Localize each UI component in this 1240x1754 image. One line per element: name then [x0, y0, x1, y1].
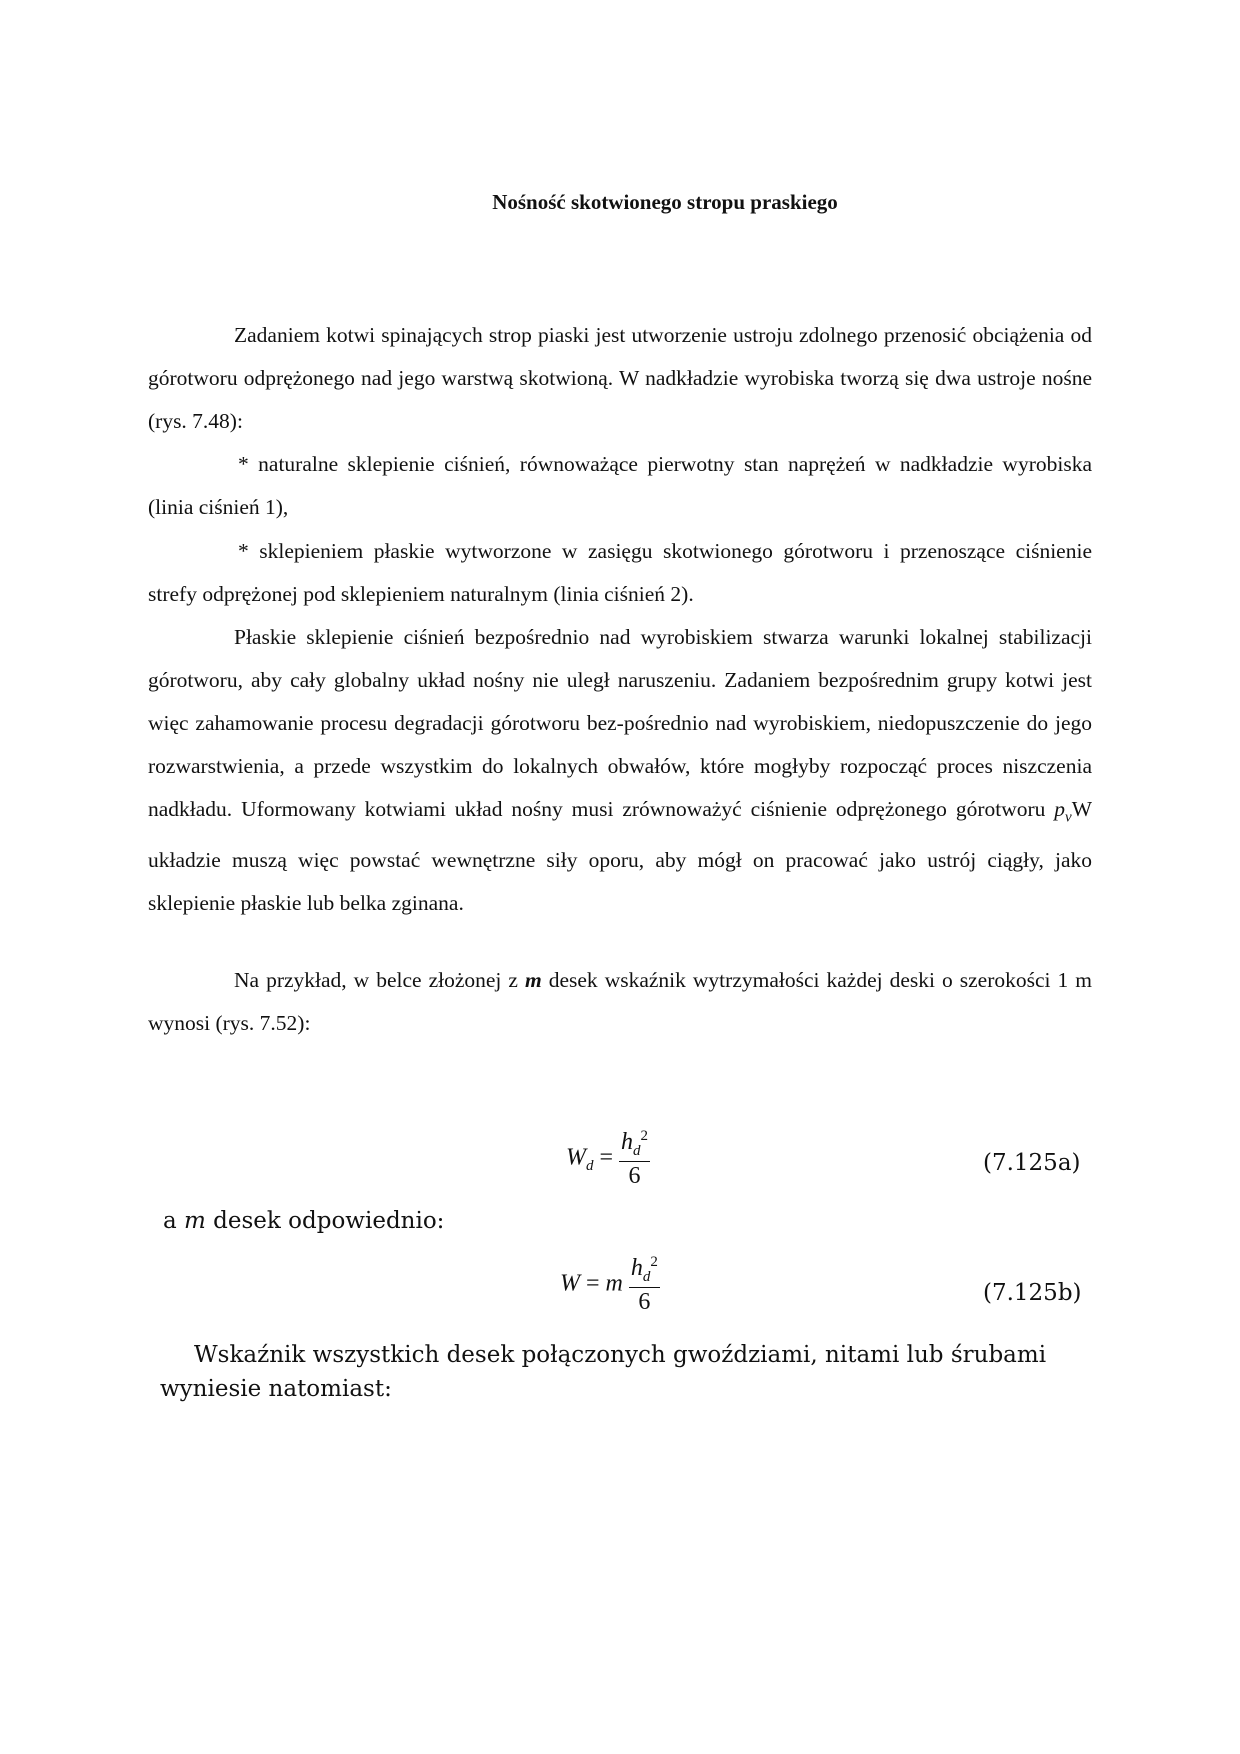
paragraph-text-part: Płaskie sklepienie ciśnień bezpośrednio nad wyrobiskiem stwarza warunki lokalnej stabilizacji górotworu, aby cały globalny układ nośny nie uległ naruszeniu. Zadaniem bezpośrednim grupy kotwi jest więc zahamowanie procesu degradacji górotworu bez-pośrednio nad wyrobiskiem, niedopuszczenie do jego rozwarstwienia, a przede wszystkim do lokalnych obwałów, które mogłyby rozpocząć proces niszczenia nadkładu. Uformowany kotwiami układ nośny musi zrównoważyć ciśnienie odprężonego górotworu	[148, 625, 1092, 821]
fraction-denominator: 6	[628, 1162, 641, 1189]
equation-lhs: W	[566, 1144, 586, 1171]
numerator-subscript: d	[633, 1142, 641, 1159]
numerator-variable: h	[630, 1255, 643, 1281]
pressure-variable: p	[1054, 797, 1066, 821]
fraction-numerator	[629, 1254, 660, 1288]
paragraph-text	[148, 616, 1092, 925]
bullet-item-flat-arch	[148, 530, 1092, 616]
numerator-exponent: 2	[640, 1128, 649, 1144]
fraction-denominator: 6	[638, 1288, 651, 1315]
page-title: Nośność skotwionego stropu praskiego	[492, 190, 838, 214]
equals-sign: =	[580, 1270, 606, 1297]
paragraph-text: Zadaniem kotwi spinających strop piaski jest utworzenie ustroju zdolnego przenosić obciążenia od górotworu odprężonego nad jego warstwą skotwioną. W nadkładzie wyrobiska tworzą się dwa ustroje nośne (rys. 7.48):	[148, 323, 1092, 433]
coefficient: m	[605, 1270, 623, 1297]
paragraph-example	[148, 959, 1092, 1045]
equals-sign: =	[593, 1144, 620, 1171]
bullet-text: * sklepieniem płaskie wytworzone w zasięgu skotwionego górotworu i przenoszące ciśnienie strefy odprężonej pod sklepieniem naturalnym (linia ciśnień 2).	[148, 539, 1092, 606]
board-count-variable: m	[524, 968, 542, 992]
closing-paragraph: Wskaźnik wszystkich desek połączonych gwoździami, nitami lub śrubami wyniesie natomiast:	[160, 1342, 1047, 1402]
board-count-variable: m	[184, 1208, 206, 1234]
numerator-variable: h	[621, 1129, 634, 1155]
fraction	[629, 1254, 660, 1316]
between-equations-text	[163, 1208, 444, 1234]
paragraph-flat-arch	[148, 616, 1092, 925]
paragraph-text-part: Na przykład, w belce złożonej z	[234, 968, 525, 992]
equation-number: (7.125b)	[983, 1280, 1082, 1306]
paragraph-text-part: desek wskaźnik wytrzymałości każdej deski o szerokości 1 m wynosi (rys. 7.52):	[148, 968, 1092, 1035]
fraction-numerator	[619, 1128, 650, 1162]
numerator-exponent: 2	[650, 1254, 658, 1270]
equation-7-125b	[560, 1254, 660, 1316]
equation-number: (7.125a)	[983, 1150, 1081, 1176]
text-part: desek odpowiednio:	[205, 1208, 445, 1234]
bullet-item-natural-arch	[148, 443, 1092, 529]
equation-lhs: W	[560, 1270, 580, 1297]
equation-7-125a	[566, 1128, 650, 1190]
numerator-subscript: d	[642, 1268, 651, 1285]
fraction	[619, 1128, 650, 1190]
paragraph-text	[148, 959, 1092, 1045]
paragraph-text-part: W układzie muszą więc powstać wewnętrzne siły oporu, aby mógł on pracować jako ustrój ciągły, jako sklepienie płaskie lub belka zginana.	[148, 797, 1092, 916]
equation-lhs-subscript: d	[586, 1158, 594, 1175]
paragraph-intro	[148, 314, 1092, 443]
pressure-subscript: v	[1065, 809, 1072, 826]
bullet-text: * naturalne sklepienie ciśnień, równoważące pierwotny stan naprężeń w nadkładzie wyrobiska (linia ciśnień 1),	[148, 452, 1092, 519]
text-part: a	[163, 1208, 185, 1234]
